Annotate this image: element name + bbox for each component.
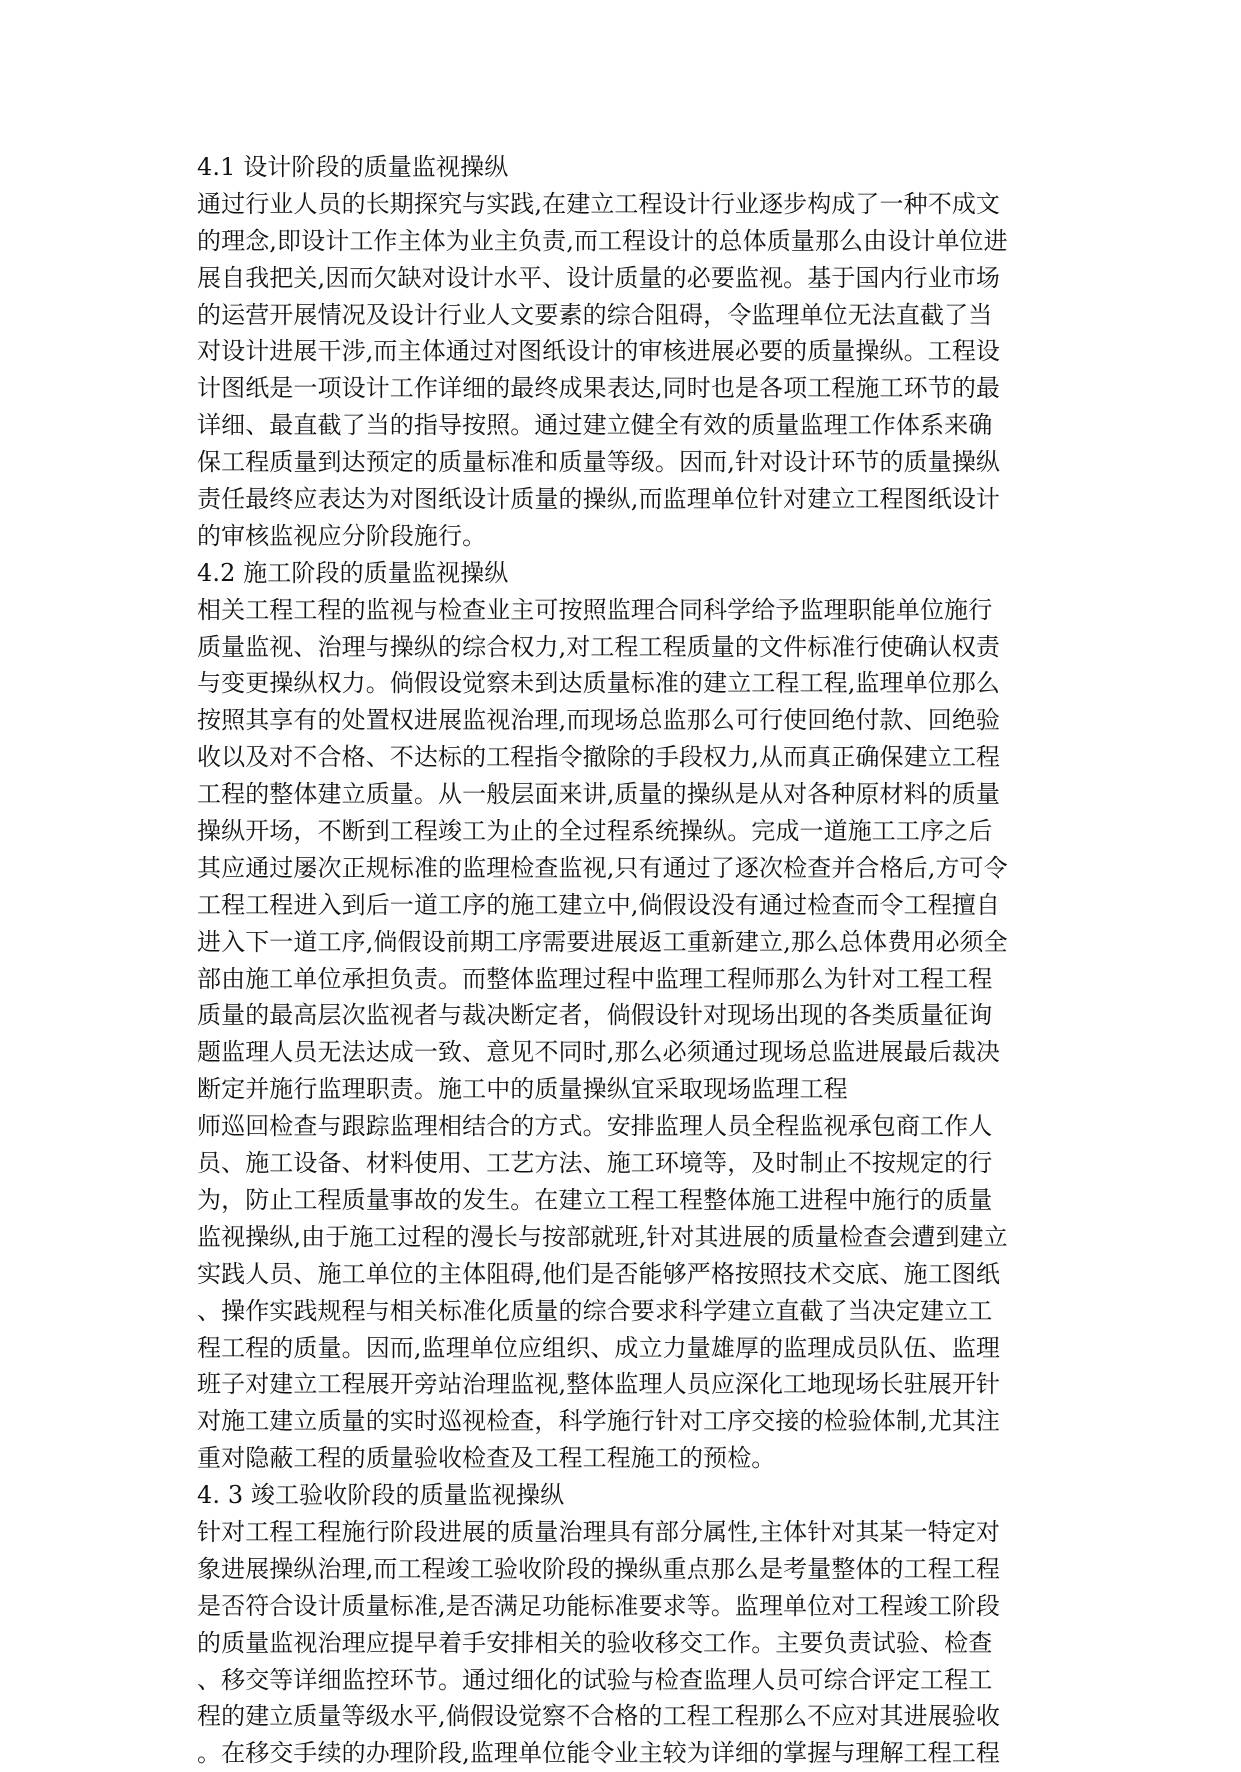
text-line: 实践人员、施工单位的主体阻碍,他们是否能够严格按照技术交底、施工图纸 (197, 1259, 1001, 1288)
text-line: 师巡回检查与跟踪监理相结合的方式。安排监理人员全程监视承包商工作人 (197, 1112, 993, 1141)
text-line: 为，防止工程质量事故的发生。在建立工程工程整体施工进程中施行的质量 (197, 1185, 993, 1214)
text-line: 相关工程工程的监视与检查业主可按照监理合同科学给予监理职能单位施行 (197, 595, 993, 624)
text-line: 的审核监视应分阶段施行。 (197, 521, 487, 550)
text-line: 其应通过屡次正规标准的监理检查监视,只有通过了逐次检查并合格后,方可令 (197, 853, 1008, 882)
text-line: 责任最终应表达为对图纸设计质量的操纵,而监理单位针对建立工程图纸设计 (197, 485, 1001, 514)
text-line: 与变更操纵权力。倘假设觉察未到达质量标准的建立工程工程,监理单位那么 (197, 669, 1001, 698)
text-line: 断定并施行监理职责。施工中的质量操纵宜采取现场监理工程 (197, 1075, 848, 1104)
text-line: 程的建立质量等级水平,倘假设觉察不合格的工程工程那么不应对其进展验收 (197, 1702, 1001, 1731)
text-line: 的运营开展情况及设计行业人文要素的综合阻碍，令监理单位无法直截了当 (197, 300, 993, 329)
text-line: 按照其享有的处置权进展监视治理,而现场总监那么可行使回绝付款、回绝验 (197, 706, 1001, 735)
text-line: 监视操纵,由于施工过程的漫长与按部就班,针对其进展的质量检查会遭到建立 (197, 1222, 1008, 1251)
text-line: 部由施工单位承担负责。而整体监理过程中监理工程师那么为针对工程工程 (197, 964, 993, 993)
text-line: 是否符合设计质量标准,是否满足功能标准要求等。监理单位对工程竣工阶段 (197, 1591, 1001, 1620)
section-heading-4-3: 4. 3 竣工验收阶段的质量监视操纵 (197, 1481, 565, 1510)
text-line: 对设计进展干涉,而主体通过对图纸设计的审核进展必要的质量操纵。工程设 (197, 337, 1001, 366)
text-line: 展自我把关,因而欠缺对设计水平、设计质量的必要监视。基于国内行业市场 (197, 263, 1001, 292)
text-line: 、移交等详细监控环节。通过细化的试验与检查监理人员可综合评定工程工 (197, 1665, 993, 1694)
text-line: 题监理人员无法达成一致、意见不同时,那么必须通过现场总监进展最后裁决 (197, 1038, 1001, 1067)
text-line: 保工程质量到达预定的质量标准和质量等级。因而,针对设计环节的质量操纵 (197, 448, 1001, 477)
text-line: 的质量监视治理应提早着手安排相关的验收移交工作。主要负责试验、检查 (197, 1628, 993, 1657)
text-line: 班子对建立工程展开旁站治理监视,整体监理人员应深化工地现场长驻展开针 (197, 1370, 1001, 1399)
text-line: 操纵开场，不断到工程竣工为止的全过程系统操纵。完成一道施工工序之后 (197, 817, 993, 846)
section-heading-4-2: 4.2 施工阶段的质量监视操纵 (197, 558, 509, 587)
text-line: 质量监视、治理与操纵的综合权力,对工程工程质量的文件标准行使确认权责 (197, 632, 1001, 661)
text-line: 进入下一道工序,倘假设前期工序需要进展返工重新建立,那么总体费用必须全 (197, 927, 1008, 956)
text-line: 针对工程工程施行阶段进展的质量治理具有部分属性,主体针对其某一特定对 (197, 1517, 1001, 1546)
text-line: 重对隐蔽工程的质量验收检查及工程工程施工的预检。 (197, 1444, 776, 1473)
text-line: 通过行业人员的长期探究与实践,在建立工程设计行业逐步构成了一种不成文 (197, 189, 1001, 218)
text-line: 象进展操纵治理,而工程竣工验收阶段的操纵重点那么是考量整体的工程工程 (197, 1554, 1001, 1583)
text-line: 工程工程进入到后一道工序的施工建立中,倘假设没有通过检查而令工程擅自 (197, 890, 1001, 919)
section-heading-4-1: 4.1 设计阶段的质量监视操纵 (197, 153, 509, 181)
text-line: 对施工建立质量的实时巡视检查，科学施行针对工序交接的检验体制,尤其注 (197, 1407, 1001, 1436)
text-line: 。在移交手续的办理阶段,监理单位能令业主较为详细的掌握与理解工程工程 (197, 1739, 1001, 1768)
text-line: 工程的整体建立质量。从一般层面来讲,质量的操纵是从对各种原材料的质量 (197, 780, 1001, 809)
text-line: 计图纸是一项设计工作详细的最终成果表达,同时也是各项工程施工环节的最 (197, 374, 1001, 403)
text-line: 质量的最高层次监视者与裁决断定者，倘假设针对现场出现的各类质量征询 (197, 1001, 993, 1030)
text-line: 收以及对不合格、不达标的工程指令撤除的手段权力,从而真正确保建立工程 (197, 743, 1001, 772)
body-text (197, 149, 1057, 1772)
text-line: 程工程的质量。因而,监理单位应组织、成立力量雄厚的监理成员队伍、监理 (197, 1333, 1001, 1362)
text-line: 员、施工设备、材料使用、工艺方法、施工环境等，及时制止不按规定的行 (197, 1149, 993, 1178)
text-line: 、操作实践规程与相关标准化质量的综合要求科学建立直截了当决定建立工 (197, 1296, 993, 1325)
text-line: 的理念,即设计工作主体为业主负责,而工程设计的总体质量那么由设计单位进 (197, 226, 1008, 255)
text-line: 详细、最直截了当的指导按照。通过建立健全有效的质量监理工作体系来确 (197, 411, 993, 440)
